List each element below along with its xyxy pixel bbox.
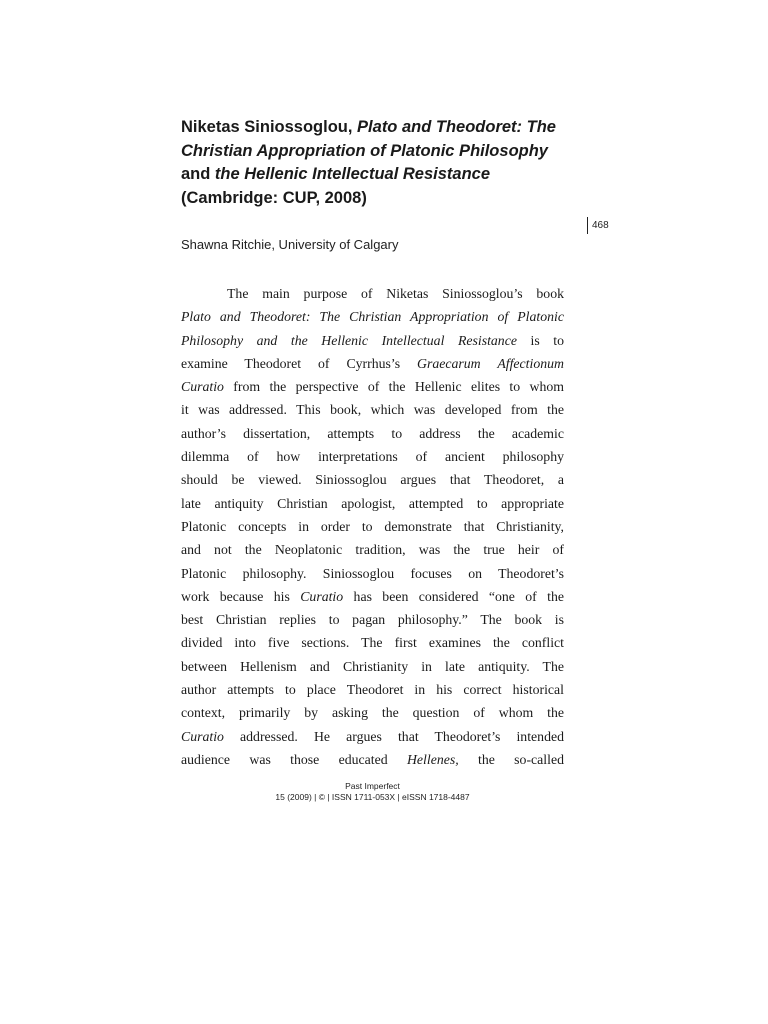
title-publication: (Cambridge: CUP, 2008) — [181, 188, 367, 207]
body-line — [181, 282, 564, 305]
italic-text: Philosophy and the Hellenic Intellectual Resistance — [181, 332, 517, 348]
italic-text: Plato and Theodoret: The Christian Appropriation of Platonic — [181, 309, 564, 325]
body-text-segment: divided into five sections. The first examines the conflict — [181, 635, 564, 651]
body-line — [181, 585, 564, 608]
review-title — [181, 116, 581, 210]
body-text-segment: between Hellenism and Christianity in late antiquity. The — [181, 658, 564, 674]
body-text-segment: it was addressed. This book, which was developed from the — [181, 402, 564, 418]
italic-text: Curatio — [181, 379, 224, 395]
body-line — [181, 445, 564, 468]
review-body — [181, 282, 564, 771]
journal-name: Past Imperfect — [345, 781, 400, 791]
body-line — [181, 398, 564, 421]
body-text-segment: examine Theodoret of Cyrrhus’s — [181, 355, 418, 371]
body-text-segment: should be viewed. Siniossoglou argues that Theodoret, a — [181, 472, 564, 488]
issn-line: 15 (2009) | © | ISSN 1711-053X | eISSN 1718-4487 — [275, 792, 470, 802]
body-line — [181, 329, 564, 352]
title-and: and — [181, 165, 215, 183]
body-line — [181, 538, 564, 561]
body-line — [181, 352, 564, 375]
body-text-segment: work because his — [181, 588, 301, 604]
body-line — [181, 631, 564, 654]
body-line — [181, 422, 564, 445]
body-text-segment: from the perspective of the Hellenic elites to whom — [223, 379, 564, 395]
body-text-segment: addressed. He argues that Theodoret’s intended — [223, 728, 564, 744]
italic-text: Hellenes, — [406, 751, 459, 767]
body-text-segment: the so-called — [458, 751, 564, 767]
body-text-segment: author’s dissertation, attempts to address the academic — [181, 425, 564, 441]
body-line — [181, 655, 564, 678]
body-text-segment: best Christian replies to pagan philosophy.” The book is — [181, 612, 564, 628]
body-text-segment: context, primarily by asking the question of whom the — [181, 705, 564, 721]
reviewer-byline: Shawna Ritchie, University of Calgary — [181, 237, 399, 252]
title-author-name: Niketas Siniossoglou, — [181, 118, 358, 136]
body-line — [181, 725, 564, 748]
body-text-segment: author attempts to place Theodoret in his correct historical — [181, 682, 564, 698]
body-line — [181, 562, 564, 585]
body-line — [181, 305, 564, 328]
body-line — [181, 468, 564, 491]
body-line — [181, 375, 564, 398]
title-book-name: Plato and Theodoret: The Christian Appropriation of Platonic Philosophy — [181, 118, 556, 160]
italic-text: Graecarum Affectionum — [417, 355, 564, 371]
title-book-name-continued: the Hellenic Intellectual Resistance — [214, 165, 491, 183]
body-text-segment: audience was those educated — [181, 751, 407, 767]
body-line — [181, 515, 564, 538]
italic-text: Curatio — [300, 588, 344, 604]
italic-text: Curatio — [181, 728, 224, 744]
body-text-segment: The main purpose of Niketas Siniossoglou’s book — [227, 286, 564, 301]
body-text-segment: dilemma of how interpretations of ancient philosophy — [181, 449, 564, 465]
body-line — [181, 492, 564, 515]
body-line — [181, 701, 564, 724]
body-text-segment: Platonic philosophy. Siniossoglou focuses on Theodoret’s — [181, 565, 564, 581]
body-line — [181, 608, 564, 631]
body-text-segment: Platonic concepts in order to demonstrate that Christianity, — [181, 518, 564, 534]
page-number: 468 — [587, 217, 609, 234]
body-text-segment: is to — [516, 332, 564, 348]
body-text-segment: and not the Neoplatonic tradition, was the true heir of — [181, 542, 564, 558]
page-footer — [181, 781, 564, 803]
body-text-segment: late antiquity Christian apologist, attempted to appropriate — [181, 495, 564, 511]
body-line — [181, 678, 564, 701]
body-line — [181, 748, 564, 771]
body-text-segment: has been considered “one of the — [343, 588, 564, 604]
